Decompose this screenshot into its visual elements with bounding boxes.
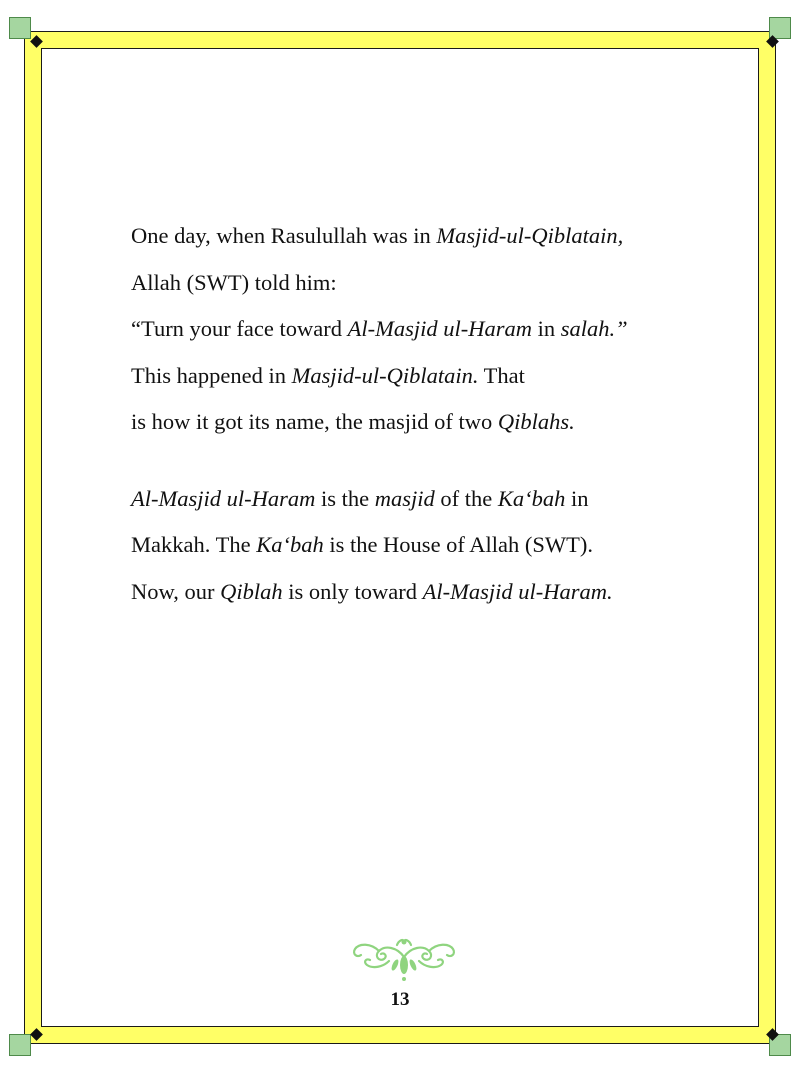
text-line (131, 306, 751, 353)
italic-term: Ka‘bah (256, 532, 324, 557)
text-line (131, 569, 751, 616)
italic-term: Masjid-ul-Qiblatain. (291, 362, 479, 388)
text-run: is the House of Allah (SWT). (323, 532, 594, 557)
text-run: Allah (SWT) told him: (131, 269, 337, 295)
text-run: Now, our (131, 578, 221, 604)
text-run: is only toward (282, 578, 423, 604)
italic-term: Al-Masjid ul-Haram (131, 485, 316, 511)
text-line (131, 522, 751, 569)
floral-flourish-icon (349, 935, 459, 985)
corner-bottom-right-icon (765, 1030, 791, 1056)
text-run: “Turn your face toward (131, 316, 348, 341)
text-run: is how it got its name, the masjid of two (131, 409, 498, 434)
text-run: That (478, 362, 525, 388)
text-run: in (531, 316, 561, 341)
text-line (131, 399, 751, 446)
paragraph (131, 213, 751, 446)
text-line (131, 476, 751, 523)
text-line (131, 353, 751, 400)
text-line (131, 213, 751, 260)
italic-term: Al-Masjid ul-Haram (347, 316, 532, 341)
italic-term: Qiblah (220, 578, 283, 604)
page-number: 13 (390, 989, 410, 1010)
italic-term: Qiblahs. (497, 409, 575, 434)
story-text (131, 213, 751, 615)
italic-term: Al-Masjid ul-Haram. (422, 578, 613, 604)
text-run: Makkah. The (131, 532, 257, 557)
corner-top-right-icon (765, 17, 791, 43)
paragraph (131, 476, 751, 616)
corner-top-left-icon (9, 17, 35, 43)
italic-term: Masjid-ul-Qiblatain, (436, 223, 624, 248)
text-run: in (565, 485, 589, 511)
text-run: of the (434, 485, 498, 511)
italic-term: masjid (374, 485, 435, 511)
italic-term: salah.” (560, 316, 628, 341)
corner-bottom-left-icon (9, 1030, 35, 1056)
text-run: This happened in (131, 362, 292, 388)
text-run: is the (315, 485, 375, 511)
text-line (131, 260, 751, 307)
italic-term: Ka‘bah (497, 485, 566, 511)
text-run: One day, when Rasulullah was in (131, 223, 437, 248)
